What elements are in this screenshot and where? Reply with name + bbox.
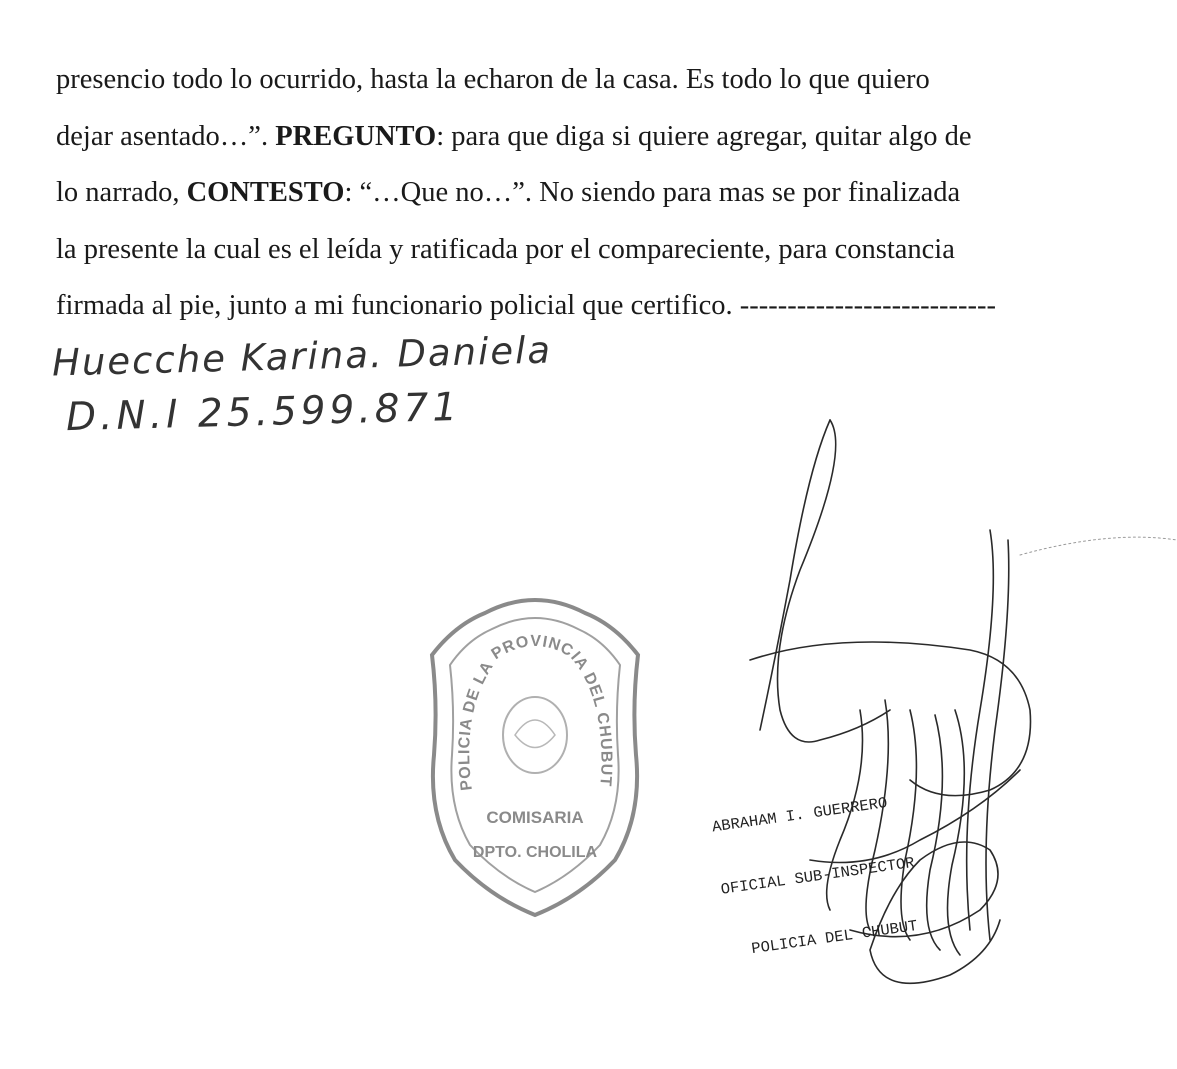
paragraph-line-1: presencio todo lo ocurrido, hasta la echaron de la casa. Es todo lo que quiero [56, 64, 930, 95]
stamp-line-1: ABRAHAM I. GUERRERO [710, 793, 889, 837]
seal-emblem-detail [515, 720, 555, 748]
handwritten-dni: D.N.I 25.599.871 [65, 384, 462, 441]
paragraph-line-2 [56, 109, 1122, 166]
line-2-text-a: dejar asentado…”. [56, 120, 276, 152]
paragraph-line-4: la presente la cual es el leída y ratificada por el compareciente, para constancia [56, 233, 955, 265]
police-shield-seal [410, 585, 660, 925]
stamp-line-2: OFICIAL SUB-INSPECTOR [719, 853, 916, 899]
seal-arc-text: POLICIA DE LA PROVINCIA DEL CHUBUT [456, 632, 615, 792]
seal-middle-text: COMISARIA [486, 808, 584, 827]
stamp-line-3: POLICIA DEL CHUBUT [750, 916, 919, 959]
handwritten-name: Huecche Karina. Daniela [51, 328, 553, 385]
seal-emblem [503, 697, 567, 773]
pregunto-label: PREGUNTO [275, 120, 437, 152]
paragraph-line-3 [56, 165, 1122, 222]
line-2-text-b: : para que diga si quiere agregar, quitar algo de [436, 120, 972, 152]
line-3-text-a: lo narrado, [56, 177, 187, 208]
officer-stamp [705, 749, 928, 984]
paragraph-line-5: firmada al pie, junto a mi funcionario policial que certifico. --------------------------- [56, 290, 996, 321]
line-3-text-b: : “…Que no…”. No siendo para mas se por finalizada [344, 177, 961, 208]
declaration-paragraph [56, 52, 1122, 335]
contesto-label: CONTESTO [186, 177, 345, 208]
seal-bottom-text: DPTO. CHOLILA [472, 844, 598, 861]
